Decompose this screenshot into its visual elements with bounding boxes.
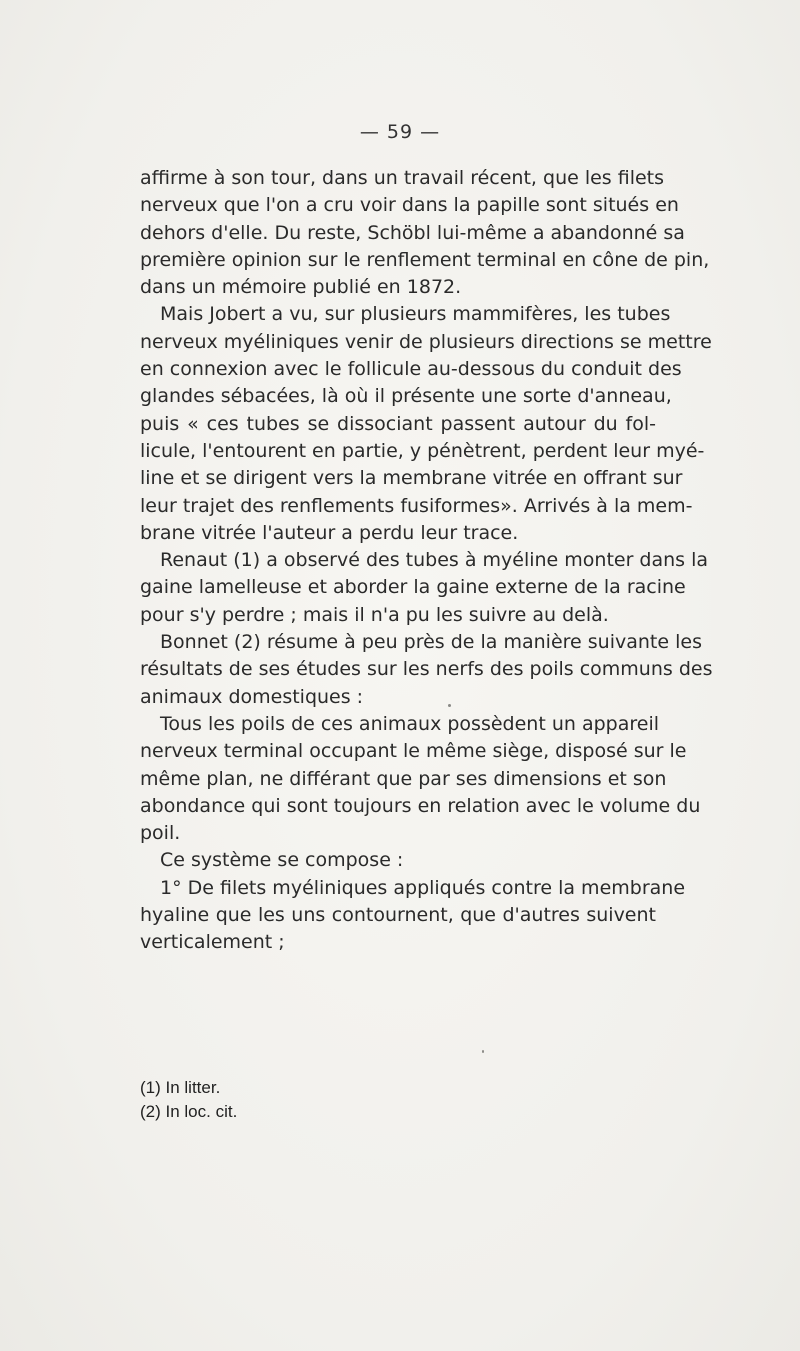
text-line: 1° De filets myéliniques appliqués contre la membrane — [160, 876, 686, 899]
text-line: leur trajet des renflements fusiformes». Arrivés à la mem- — [140, 494, 693, 517]
text-line: poil. — [140, 822, 181, 845]
text-line: hyaline que les uns contournent, que d'autres suivent — [140, 904, 656, 927]
footnote: (2) In loc. cit. — [140, 1102, 238, 1121]
text-line: nerveux terminal occupant le même siège, disposé sur le — [140, 740, 687, 763]
scan-speck — [482, 1050, 484, 1053]
text-line: Renaut (1) a observé des tubes à myéline monter dans la — [160, 549, 709, 572]
footnote: (1) In litter. — [140, 1078, 221, 1097]
text-line: pour s'y perdre ; mais il n'a pu les suivre au delà. — [140, 603, 609, 626]
text-line: nerveux que l'on a cru voir dans la papille sont situés en — [140, 194, 679, 217]
text-line: dans un mémoire publié en 1872. — [140, 276, 462, 299]
page-number: — 59 — — [359, 121, 441, 143]
text-line: affirme à son tour, dans un travail récent, que les filets — [140, 167, 665, 189]
text-line: glandes sébacées, là où il présente une sorte d'anneau, — [140, 385, 672, 408]
text-line: Bonnet (2) résume à peu près de la manière suivante les — [160, 631, 702, 654]
scan-speck — [448, 704, 451, 707]
text-line: nerveux myéliniques venir de plusieurs directions se mettre — [140, 330, 712, 353]
text-line: résultats de ses études sur les nerfs des poils communs des — [140, 658, 713, 681]
footnotes — [140, 1076, 656, 1124]
text-line: licule, l'entourent en partie, y pénètrent, perdent leur myé- — [140, 439, 705, 462]
body-text — [140, 165, 713, 957]
text-line: Mais Jobert a vu, sur plusieurs mammifères, les tubes — [160, 303, 671, 326]
text-line: animaux domestiques : — [140, 685, 364, 708]
text-line: brane vitrée l'auteur a perdu leur trace. — [140, 521, 519, 544]
text-line: line et se dirigent vers la membrane vitrée en offrant sur — [140, 467, 683, 490]
text-line: Tous les poils de ces animaux possèdent un appareil — [160, 712, 660, 735]
text-line: verticalement ; — [140, 931, 285, 954]
text-line: abondance qui sont toujours en relation avec le volume du — [140, 794, 701, 817]
text-line: même plan, ne différant que par ses dimensions et son — [140, 767, 667, 790]
text-line: première opinion sur le renflement terminal en cône de pin, — [140, 248, 710, 271]
text-line: puis « ces tubes se dissociant passent autour du fol- — [140, 412, 656, 435]
text-line: en connexion avec le follicule au-dessous du conduit des — [140, 358, 682, 381]
text-line: gaine lamelleuse et aborder la gaine externe de la racine — [140, 576, 686, 599]
text-line: dehors d'elle. Du reste, Schöbl lui-même a abandonné sa — [140, 221, 685, 244]
text-line: Ce système se compose : — [160, 849, 404, 872]
